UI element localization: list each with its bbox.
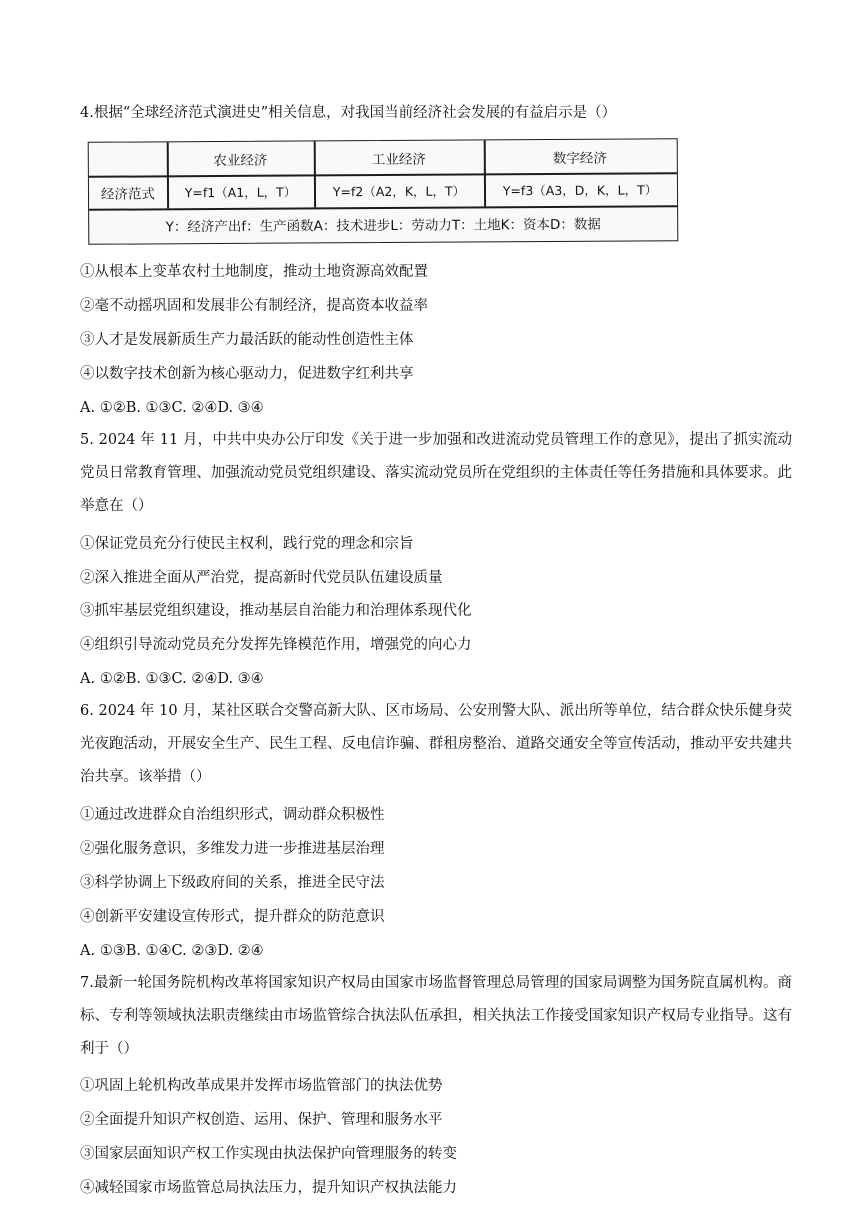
q6-stem: 6. 2024 年 10 月，某社区联合交警高新大队、区市场局、公安刑警大队、派出所等单位，结合群众快乐健身荧光夜跑活动，开展安全生产、民生工程、反电信诈骗、群租房整治、道路交通安全等宣传活动，推动平安共建共治共享。该举措（） <box>80 703 792 785</box>
table-row-label: 经济范式 <box>100 185 156 203</box>
q6-option-4: ④创新平安建设宣传形式，提升群众的防范意识 <box>80 909 385 925</box>
q6-option-2: ②强化服务意识，多维发力进一步推进基层治理 <box>80 841 385 857</box>
q6-option-1: ①通过改进群众自治组织形式，调动群众积极性 <box>80 807 385 823</box>
table-header-agri: 农业经济 <box>213 152 268 169</box>
table-header-industry: 工业经济 <box>371 151 426 168</box>
table-note: Y：经济产出f：生产函数A：技术进步L：劳动力T：土地K：资本D：数据 <box>165 216 601 236</box>
q7-option-2: ②全面提升知识产权创造、运用、保护、管理和服务水平 <box>80 1112 443 1128</box>
q6-choices: A. ①③B. ①④C. ②③D. ②④ <box>80 943 264 959</box>
q4-option-2: ②毫不动摇巩固和发展非公有制经济，提高资本收益率 <box>80 298 428 314</box>
q5-option-1: ①保证党员充分行使民主权利，践行党的理念和宗旨 <box>80 536 414 552</box>
q4-table <box>88 138 679 245</box>
q5-option-2: ②深入推进全面从严治党，提高新时代党员队伍建设质量 <box>80 570 443 586</box>
q4-choices: A. ①②B. ①③C. ②④D. ③④ <box>80 400 264 416</box>
q4-option-3: ③人才是发展新质生产力最活跃的能动性创造性主体 <box>80 332 414 348</box>
table-cell-agri: Y=f1（A1，L，T） <box>184 184 297 200</box>
q4-option-1: ①从根本上变革农村土地制度，推动土地资源高效配置 <box>80 264 428 280</box>
q7-option-4: ④减轻国家市场监管总局执法压力，提升知识产权执法能力 <box>80 1180 457 1196</box>
q5-option-3: ③抓牢基层党组织建设，推动基层自治能力和治理体系现代化 <box>80 603 472 619</box>
q7-option-1: ①巩固上轮机构改革成果并发挥市场监管部门的执法优势 <box>80 1078 443 1094</box>
q5-choices: A. ①②B. ①③C. ②④D. ③④ <box>80 671 264 687</box>
table-cell-digital: Y=f3（A3，D，K，L，T） <box>502 181 658 198</box>
table-header-digital: 数字经济 <box>552 150 607 167</box>
table-cell-industry: Y=f2（A2，K，L，T） <box>332 182 466 199</box>
q5-option-4: ④组织引导流动党员充分发挥先锋模范作用，增强党的向心力 <box>80 637 472 653</box>
q6-option-3: ③科学协调上下级政府间的关系，推进全民守法 <box>80 875 385 891</box>
q4-option-4: ④以数字技术创新为核心驱动力，促进数字红利共享 <box>80 366 414 382</box>
q7-option-3: ③国家层面知识产权工作实现由执法保护向管理服务的转变 <box>80 1146 457 1162</box>
q5-stem: 5. 2024 年 11 月，中共中央办公厅印发《关于进一步加强和改进流动党员管理工作的意见》，提出了抓实流动党员日常教育管理、加强流动党员党组织建设、落实流动党员所在党组织的主体责任等任务措施和具体要求。此举意在（） <box>80 432 792 514</box>
q4-stem: 4.根据“全球经济范式演进史”相关信息，对我国当前经济社会发展的有益启示是（） <box>80 105 617 121</box>
q7-stem: 7.最新一轮国务院机构改革将国家知识产权局由国家市场监督管理总局管理的国家局调整为国务院直属机构。商标、专利等领域执法职责继续由市场监管综合执法队伍承担，相关执法工作接受国家知识产权局专业指导。这有利于（） <box>80 975 792 1057</box>
